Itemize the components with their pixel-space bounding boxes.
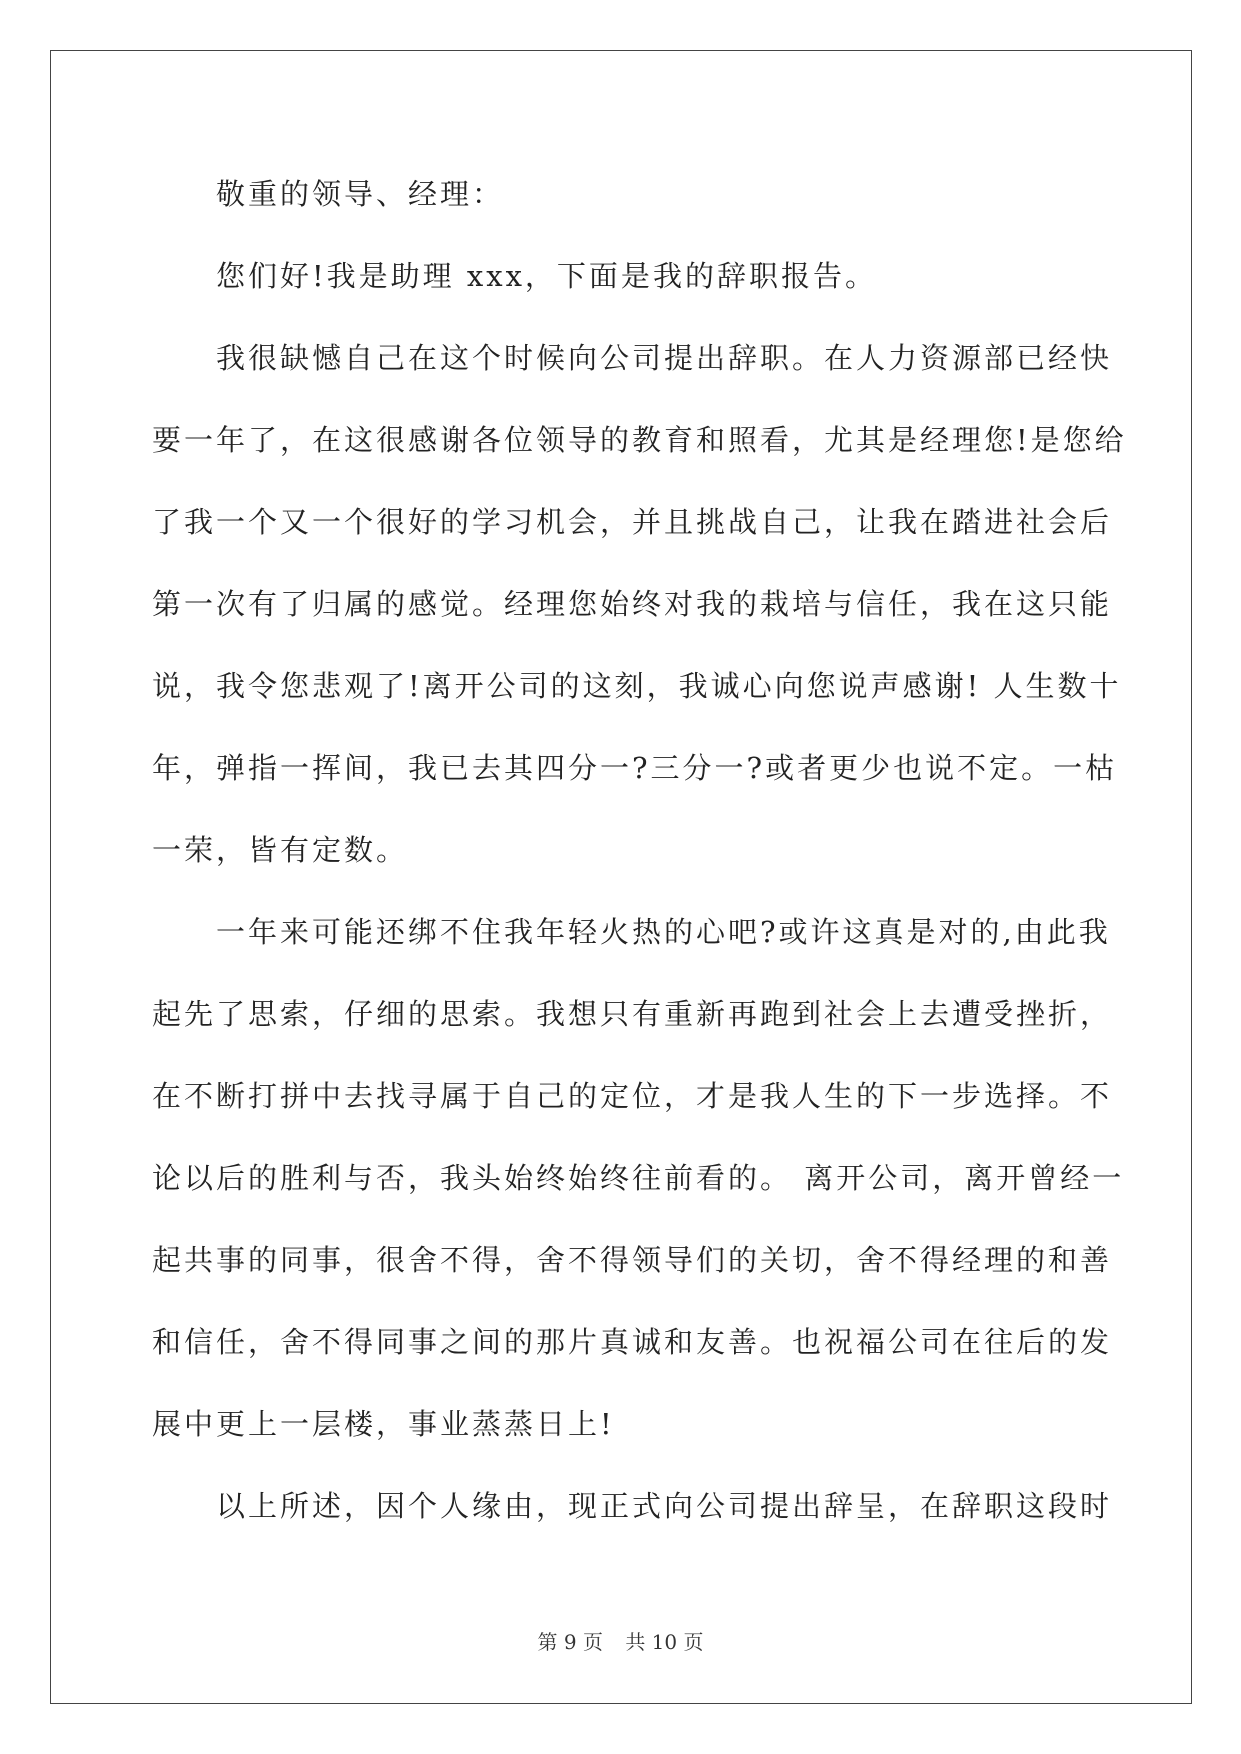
- text-line: 论以后的胜利与否，我头始终始终往前看的。 离开公司，离开曾经一: [152, 1161, 1125, 1195]
- page-footer: [0, 1626, 1241, 1655]
- text-line: 一年来可能还绑不住我年轻火热的心吧?或许这真是对的,由此我: [216, 915, 1111, 949]
- text-line: 敬重的领导、经理：: [216, 177, 505, 211]
- text-line: 要一年了，在这很感谢各位领导的教育和照看，尤其是经理您!是您给: [152, 423, 1127, 457]
- text-line: 我很缺憾自己在这个时候向公司提出辞职。在人力资源部已经快: [216, 341, 1113, 375]
- text-line: 起共事的同事，很舍不得，舍不得领导们的关切，舍不得经理的和善: [152, 1243, 1113, 1277]
- document-body: [152, 170, 1127, 1564]
- text-line: 一荣，皆有定数。: [152, 833, 409, 867]
- text-line: 展中更上一层楼，事业蒸蒸日上!: [152, 1407, 615, 1441]
- page-total: 共 10 页: [625, 1630, 704, 1654]
- text-line: 起先了思索，仔细的思索。我想只有重新再跑到社会上去遭受挫折，: [152, 997, 1113, 1031]
- text-line: 了我一个又一个很好的学习机会，并且挑战自己，让我在踏进社会后: [152, 505, 1113, 539]
- text-line: 和信任，舍不得同事之间的那片真诚和友善。也祝福公司在往后的发: [152, 1325, 1113, 1359]
- text-line: 说，我令您悲观了!离开公司的这刻，我诚心向您说声感谢! 人生数十: [152, 669, 1122, 703]
- text-line: 您们好!我是助理 xxx，下面是我的辞职报告。: [216, 259, 877, 293]
- text-line: 以上所述，因个人缘由，现正式向公司提出辞呈，在辞职这段时: [216, 1489, 1113, 1523]
- text-line: 在不断打拼中去找寻属于自己的定位，才是我人生的下一步选择。不: [152, 1079, 1113, 1113]
- text-line: 年，弹指一挥间，我已去其四分一?三分一?或者更少也说不定。一枯: [152, 751, 1118, 785]
- page-number: 第 9 页: [537, 1630, 603, 1654]
- text-line: 第一次有了归属的感觉。经理您始终对我的栽培与信任，我在这只能: [152, 587, 1113, 621]
